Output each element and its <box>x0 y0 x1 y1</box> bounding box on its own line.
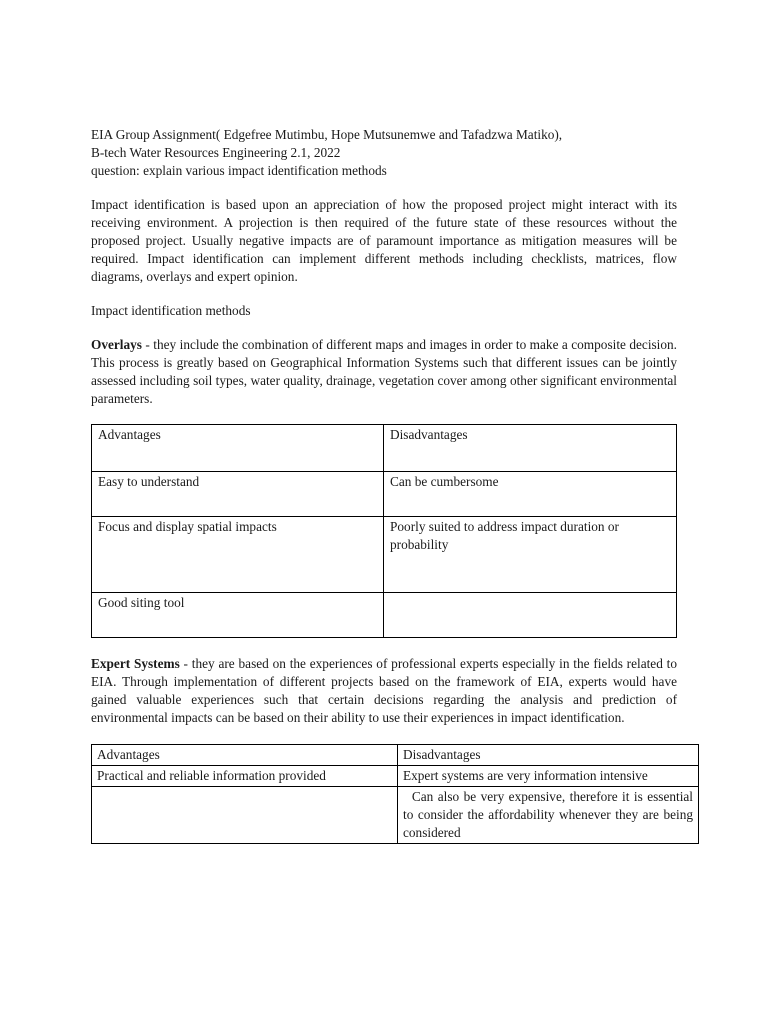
expert-term: Expert Systems <box>91 656 180 671</box>
methods-heading: Impact identification methods <box>91 303 251 318</box>
table-header-cell: Disadvantages <box>390 427 468 442</box>
table-cell: Good siting tool <box>98 595 185 610</box>
overlays-term: Overlays <box>91 337 142 352</box>
expert-text: - they are based on the experiences of professional experts especially in the fields related to EIA. Through implementation of different projects based on the framework of EIA, experts would have gained valuable experiences such that certain decisions regarding the analysis and prediction of environmental impacts can be based on their ability to use their experiences in impact identification. <box>91 656 677 725</box>
table-header-cell: Advantages <box>92 745 398 766</box>
table-header-cell: Disadvantages <box>398 745 699 766</box>
table-row <box>92 517 677 593</box>
table-cell <box>390 593 670 594</box>
table-row <box>92 472 677 517</box>
table-row <box>92 593 677 638</box>
assignment-title: EIA Group Assignment( Edgefree Mutimbu, Hope Mutsunemwe and Tafadzwa Matiko), <box>91 127 563 142</box>
table-cell: Can also be very expensive, therefore it is essential to consider the affordability whenever they are being considered <box>398 787 699 844</box>
expert-table <box>91 744 699 844</box>
table-row <box>92 425 677 472</box>
question-line: question: explain various impact identification methods <box>91 163 387 178</box>
table-row <box>92 787 699 844</box>
table-row <box>92 745 699 766</box>
table-cell: Expert systems are very information intensive <box>398 766 699 787</box>
expert-paragraph <box>91 655 677 727</box>
table-header-cell: Advantages <box>98 427 161 442</box>
table-cell: Focus and display spatial impacts <box>98 519 277 534</box>
table-cell <box>92 787 398 844</box>
course-line: B-tech Water Resources Engineering 2.1, 2022 <box>91 145 341 160</box>
table-row <box>92 766 699 787</box>
overlays-paragraph <box>91 336 677 408</box>
table-cell: Easy to understand <box>98 474 200 489</box>
document-page <box>91 126 697 844</box>
overlays-text: - they include the combination of different maps and images in order to make a composite decision. This process is greatly based on Geographical Information Systems such that different issues can be jointly assessed including soil types, water quality, drainage, vegetation cover among other significant environmental parameters. <box>91 337 677 406</box>
table-cell: Practical and reliable information provided <box>92 766 398 787</box>
table-cell: Poorly suited to address impact duration or probability <box>390 519 619 552</box>
intro-paragraph: Impact identification is based upon an appreciation of how the proposed project might interact with its receiving environment. A projection is then required of the future state of these resources without the proposed project. Usually negative impacts are of paramount importance as mitigation measures will be required. Impact identification can implement different methods including checklists, matrices, flow diagrams, overlays and expert opinion. <box>91 197 677 284</box>
table-cell: Can be cumbersome <box>390 474 499 489</box>
overlays-table <box>91 424 677 638</box>
